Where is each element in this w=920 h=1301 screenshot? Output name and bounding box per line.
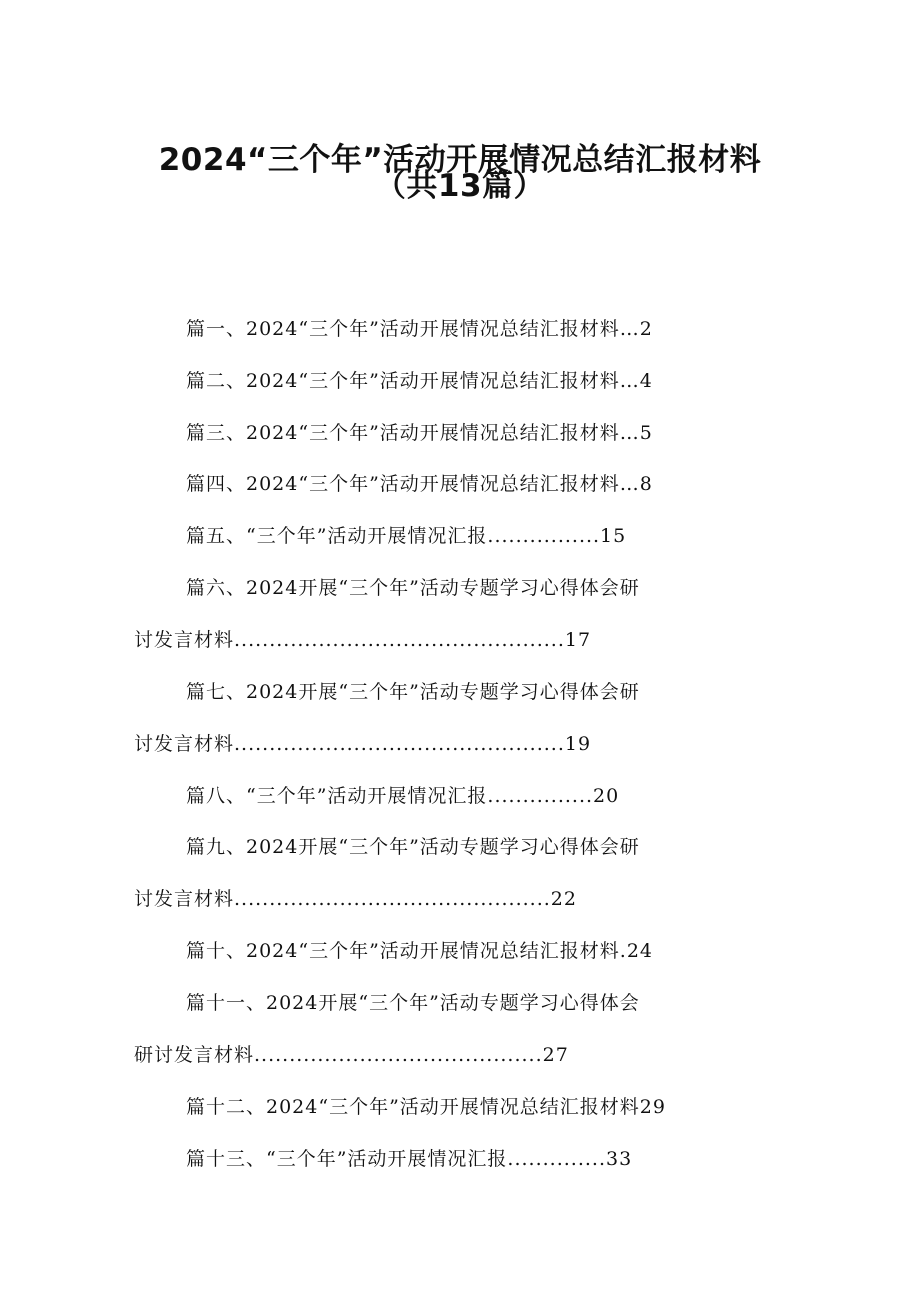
document-title: 2024“三个年”活动开展情况总结汇报材料 <box>158 142 762 178</box>
toc-entry: 篇三、2024“三个年”活动开展情况总结汇报材料…5 <box>186 422 653 444</box>
document-subtitle: （共13篇） <box>374 168 546 204</box>
toc-entry: 篇一、2024“三个年”活动开展情况总结汇报材料…2 <box>186 318 653 340</box>
toc-entry: 篇八、“三个年”活动开展情况汇报...............20 <box>186 785 620 807</box>
toc-entry: 篇五、“三个年”活动开展情况汇报................15 <box>186 525 627 547</box>
toc-entry: 篇十、2024“三个年”活动开展情况总结汇报材料.24 <box>186 940 653 962</box>
toc-entry: 篇四、2024“三个年”活动开展情况总结汇报材料…8 <box>186 473 653 495</box>
toc-entry: 篇十一、2024开展“三个年”活动专题学习心得体会 <box>186 992 640 1014</box>
toc-entry-continuation: 讨发言材料...............................................19 <box>134 733 592 755</box>
toc-entry: 篇七、2024开展“三个年”活动专题学习心得体会研 <box>186 681 640 703</box>
toc-entry-continuation: 讨发言材料...............................................17 <box>134 629 592 651</box>
toc-entry: 篇九、2024开展“三个年”活动专题学习心得体会研 <box>186 836 640 858</box>
toc-entry: 篇二、2024“三个年”活动开展情况总结汇报材料…4 <box>186 370 653 392</box>
toc-entry: 篇十二、2024“三个年”活动开展情况总结汇报材料29 <box>186 1096 666 1118</box>
toc-entry: 篇十三、“三个年”活动开展情况汇报..............33 <box>186 1148 633 1170</box>
toc-entry-continuation: 研讨发言材料.........................................27 <box>134 1044 569 1066</box>
toc-entry: 篇六、2024开展“三个年”活动专题学习心得体会研 <box>186 577 640 599</box>
toc-entry-continuation: 讨发言材料.............................................22 <box>134 888 577 910</box>
